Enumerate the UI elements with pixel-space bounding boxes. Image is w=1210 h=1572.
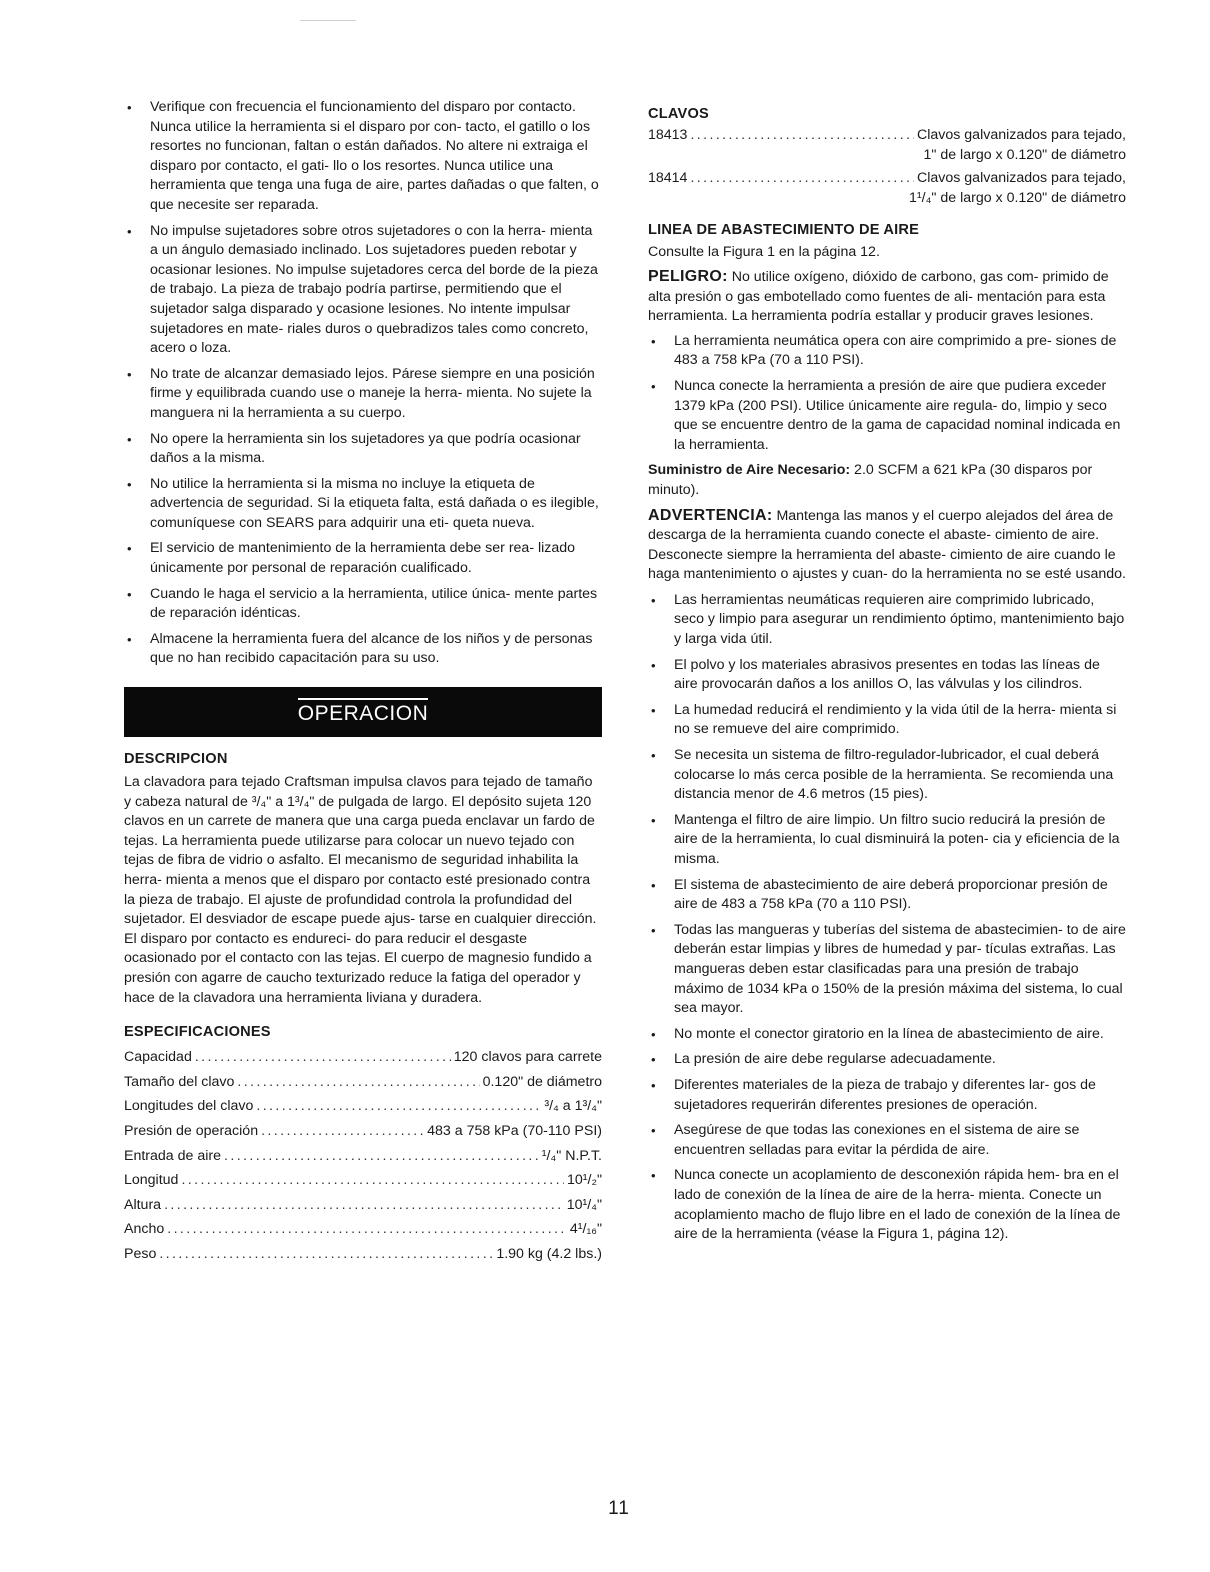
spec-value: 1.90 kg (4.2 lbs.)	[496, 1245, 602, 1262]
bullet-icon: •	[651, 1077, 656, 1093]
dot-leader	[237, 1070, 479, 1095]
specs-table	[124, 1045, 602, 1266]
spec-label: Altura	[124, 1196, 162, 1213]
scan-mark	[300, 20, 356, 21]
spec-row	[124, 1168, 602, 1193]
dot-leader	[167, 1217, 567, 1242]
list-item: • Las herramientas neumáticas requieren aire comprimido lubricado, seco y limpio para asegurar un rendimiento óptimo, mantenimiento bajo y larga vida útil.	[651, 591, 1125, 648]
bullet-icon: •	[127, 100, 132, 115]
nail-description: Clavos galvanizados para tejado,	[916, 170, 1126, 187]
suministro-paragraph	[648, 461, 1126, 500]
bullet-icon: •	[127, 631, 132, 647]
dot-leader	[159, 1242, 493, 1267]
spec-value: 4¹/₁₆"	[569, 1221, 602, 1238]
list-item: • Se necesita un sistema de filtro-regulador-lubricador, el cual deberá colocarse lo más cerca posible de la herramienta. Se recomienda una distancia menor de 4.6 metros (15 pies).	[651, 747, 1114, 803]
list-item: • No opere la herramienta sin los sujetadores ya que podría ocasionar daños a la misma.	[127, 430, 581, 467]
bullet-icon: •	[651, 378, 656, 394]
nail-item	[648, 169, 1126, 208]
dot-leader	[690, 126, 914, 146]
nail-code: 18414	[648, 170, 688, 187]
nail-item	[648, 126, 1126, 165]
spec-row	[124, 1094, 602, 1119]
descripcion-heading: DESCRIPCION	[124, 751, 228, 768]
list-item: • La herramienta neumática opera con aire comprimido a pre- siones de 483 a 758 kPa (70 a 110 PSI).	[651, 332, 1117, 369]
bullet-icon: •	[127, 431, 132, 447]
spec-label: Entrada de aire	[124, 1147, 222, 1164]
list-item: • No utilice la herramienta si la misma no incluye la etiqueta de advertencia de seguridad. Si la etiqueta falta, está dañada o es ilegible, comuníquese con SEARS para adquirir una eti- queta nueva.	[127, 475, 599, 531]
list-item: • Almacene la herramienta fuera del alcance de los niños y de personas que no han recibido capacitación para su uso.	[127, 630, 593, 667]
section-banner-title: OPERACION	[298, 698, 429, 726]
page-number: 11	[608, 1498, 630, 1519]
peligro-paragraph	[648, 267, 1126, 327]
advertencia-paragraph	[648, 506, 1126, 585]
bullet-icon: •	[651, 333, 656, 349]
list-item: • Diferentes materiales de la pieza de trabajo y diferentes lar- gos de sujetadores requerirán diferentes presiones de operación.	[651, 1076, 1096, 1113]
bullet-icon: •	[127, 366, 132, 382]
air-bullets-a	[648, 332, 1126, 456]
air-bullets-b	[648, 591, 1126, 1245]
section-banner	[124, 687, 602, 737]
peligro-text: No utilice oxígeno, dióxido de carbono, gas com- primido de alta presión o gas embotellado como fuentes de ali- mentación para esta herramienta. La herramienta podría estallar y producir graves lesiones.	[648, 268, 1109, 325]
linea-heading: LINEA DE ABASTECIMIENTO DE AIRE	[648, 222, 920, 239]
dot-leader	[261, 1119, 424, 1144]
list-item: • Cuando le haga el servicio a la herramienta, utilice única- mente partes de reparación idénticas.	[127, 585, 598, 622]
list-item: • Mantenga el filtro de aire limpio. Un filtro sucio reducirá la presión de aire de la herramienta, lo cual disminuirá la poten- cia y eficiencia de la misma.	[651, 811, 1120, 867]
spec-value: 0.120" de diámetro	[482, 1073, 602, 1090]
safety-bullets	[124, 98, 602, 669]
dot-leader	[195, 1045, 451, 1070]
nail-size: 1" de largo x 0.120" de diámetro	[923, 146, 1126, 163]
list-item: • Todas las mangueras y tuberías del sistema de abastecimien- to de aire deberán estar limpias y libres de humedad y par- tículas extrañas. Las mangueras deben estar clasificadas para una presión de trabajo máximo de 1034 kPa o 150% de la presión máxima del sistema, lo cual sea mayor.	[651, 921, 1126, 1017]
dot-leader	[181, 1168, 564, 1193]
list-item: • El polvo y los materiales abrasivos presentes en todas las líneas de aire provocarán daños a los anillos O, las válvulas y los cilindros.	[651, 656, 1100, 693]
spec-row	[124, 1193, 602, 1218]
spec-label: Peso	[124, 1245, 157, 1262]
spec-row	[124, 1144, 602, 1169]
advertencia-label: ADVERTENCIA:	[648, 506, 773, 524]
list-item: • Asegúrese de que todas las conexiones en el sistema de aire se encuentren selladas para evitar la pérdida de aire.	[651, 1122, 1080, 1158]
bullet-icon: •	[651, 877, 656, 893]
spec-row	[124, 1070, 602, 1095]
suministro-label: Suministro de Aire Necesario:	[648, 462, 851, 479]
list-item: • No monte el conector giratorio en la línea de abastecimiento de aire.	[648, 1025, 1126, 1045]
spec-row	[124, 1217, 602, 1242]
list-item: • El servicio de mantenimiento de la herramienta debe ser rea- lizado únicamente por personal de reparación cualificado.	[127, 540, 576, 577]
spec-label: Ancho	[124, 1221, 165, 1238]
suministro-text: 2.0 SCFM a 621 kPa (30 disparos por minuto).	[648, 462, 1093, 498]
list-item: • El sistema de abastecimiento de aire deberá proporcionar presión de aire de 483 a 758 kPa (70 a 110 PSI).	[651, 876, 1108, 913]
clavos-heading: CLAVOS	[648, 106, 709, 122]
bullet-icon: •	[127, 476, 132, 492]
spec-row	[124, 1119, 602, 1144]
spec-label: Longitudes del clavo	[124, 1098, 254, 1115]
right-column	[648, 98, 1126, 1251]
list-item: • Nunca conecte la herramienta a presión de aire que pudiera exceder 1379 kPa (200 PSI). Utilice únicamente aire regula- do, limpio y seco que se encuentre dentro de la gama de capacidad nominal indicada en la herramienta.	[651, 377, 1121, 453]
bullet-icon: •	[651, 748, 656, 764]
descripcion-text: La clavadora para tejado Craftsman impulsa clavos para tejado de tamaño y cabeza natural de ³/₄" a 1³/₄" de pulgada de largo. El depósito sujeta 120 clavos en un carrete de manera que una carga pueda enclavar un fardo de tejas. La herramienta puede utilizarse para colocar un nuevo tejado con tejas de fibra de vidrio o asfalto. El mecanismo de seguridad inhabilita la herra- mienta a menos que el disparo por contacto esté presionado contra la pieza de trabajo. El ajuste de profundidad controla la profundidad del sujetador. El desviador de escape puede ajus- tarse en cualquier dirección. El disparo por contacto es endureci- do para reducir el desgaste ocasionado por el contacto con las tejas. El cuerpo de magnesio fundido a presión con agarre de caucho texturizado reduce la fatiga del operador y hace de la clavadora una herramienta liviana y duradera.	[124, 774, 597, 1006]
bullet-icon: •	[651, 922, 656, 938]
nail-description: Clavos galvanizados para tejado,	[916, 127, 1126, 143]
bullet-icon: •	[651, 657, 656, 673]
bullet-icon: •	[127, 541, 132, 557]
spec-label: Presión de operación	[124, 1122, 259, 1139]
spec-value: 10¹/₄"	[566, 1196, 602, 1213]
dot-leader	[224, 1144, 539, 1169]
spec-value: ¹/₄" N.P.T.	[541, 1147, 602, 1164]
spec-value: 120 clavos para carrete	[453, 1049, 602, 1066]
peligro-label: PELIGRO:	[648, 267, 728, 285]
spec-label: Longitud	[124, 1172, 179, 1189]
dot-leader	[256, 1094, 541, 1119]
list-item: • No trate de alcanzar demasiado lejos. Párese siempre en una posición firme y equilibrada cuando use o maneje la herra- mienta. No sujete la manguera ni la herramienta a su cuerpo.	[127, 365, 595, 421]
bullet-icon: •	[651, 1168, 656, 1184]
bullet-icon: •	[651, 812, 656, 828]
spec-row	[124, 1045, 602, 1070]
list-item: • La presión de aire debe regularse adecuadamente.	[648, 1050, 1126, 1070]
spec-row	[124, 1242, 602, 1267]
bullet-icon: •	[127, 586, 132, 602]
left-column	[124, 98, 602, 1267]
dot-leader	[164, 1193, 564, 1218]
bullet-icon: •	[651, 592, 656, 608]
specs-heading: ESPECIFICACIONES	[124, 1024, 271, 1041]
spec-value: ³/₄ a 1³/₄"	[544, 1098, 602, 1115]
spec-label: Tamaño del clavo	[124, 1073, 235, 1090]
spec-value: 10¹/₂"	[567, 1172, 602, 1189]
list-item: • Nunca conecte un acoplamiento de desconexión rápida hem- bra en el lado de conexión de la línea de aire de la herra- mienta. Conecte un acoplamiento macho de flujo libre en el lado de conexión de la línea de aire de la herramienta (véase la Figura 1, página 12).	[651, 1167, 1121, 1243]
bullet-icon: •	[651, 1123, 656, 1139]
nail-size: 1¹/₄" de largo x 0.120" de diámetro	[909, 189, 1126, 206]
dot-leader	[690, 169, 914, 189]
bullet-icon: •	[651, 1026, 656, 1042]
list-item: • No impulse sujetadores sobre otros sujetadores o con la herra- mienta a un ángulo demasiado inclinado. Los sujetadores pueden rebotar y ocasionar lesiones. No impulse sujetadores cerca del borde de la pieza de trabajo. La pieza de trabajo podría partirse, permitiendo que el sujetador salga disparado y ocasione lesiones. No intente impulsar sujetadores en mate- riales duros o quebradizos tales como concreto, acero o loza.	[127, 222, 598, 357]
spec-label: Capacidad	[124, 1049, 192, 1066]
bullet-icon: •	[651, 702, 656, 718]
spec-value: 483 a 758 kPa (70-110 PSI)	[427, 1122, 602, 1139]
bullet-icon: •	[127, 223, 132, 239]
list-item: • Verifique con frecuencia el funcionamiento del disparo por contacto. Nunca utilice la herramienta si el disparo por con- tacto, el gatillo o los resortes no funcionan, faltan o están dañados. No altere ni extraiga el disparo por contacto, el gati- llo o los resortes. Nunca utilice una herramienta que tenga una fuga de aire, partes dañadas o que falten, o que necesite ser reparada.	[127, 99, 599, 213]
nail-code: 18413	[648, 127, 688, 143]
advertencia-text: Mantenga las manos y el cuerpo alejados del área de descarga de la herramienta cuando conecte el abaste- cimiento de aire. Desconecte siempre la herramienta del abaste- cimiento de aire cuando le haga mantenimiento o ajustes y cuan- do la herramienta no se esté usando.	[648, 507, 1126, 583]
consulte-text: Consulte la Figura 1 en la página 12.	[648, 244, 880, 261]
list-item: • La humedad reducirá el rendimiento y la vida útil de la herra- mienta si no se remueve del aire comprimido.	[651, 701, 1117, 738]
bullet-icon: •	[651, 1052, 656, 1068]
